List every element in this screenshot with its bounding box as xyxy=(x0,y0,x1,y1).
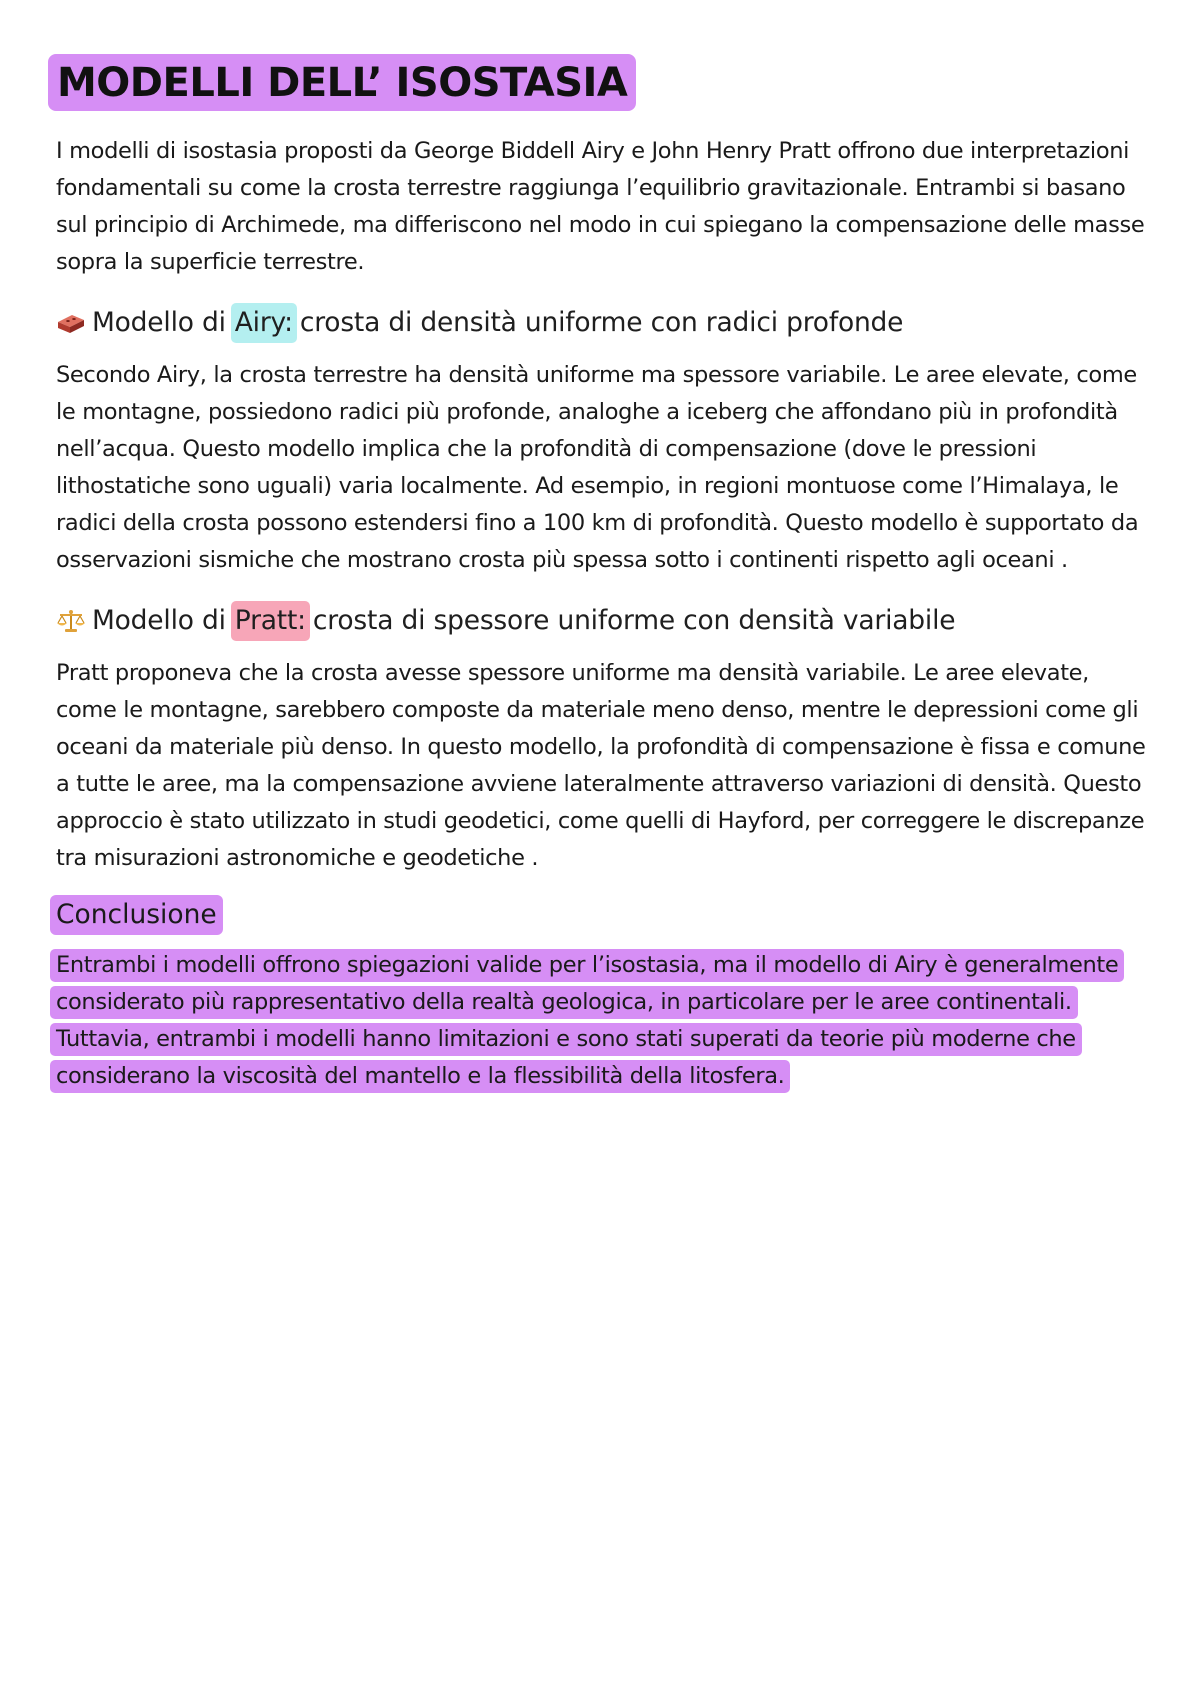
brick-icon xyxy=(56,311,86,335)
pratt-highlight: Pratt: xyxy=(231,601,310,641)
conclusion-line: Entrambi i modelli offrono spiegazioni valide per l’isostasia, ma il modello di Airy è generalmente xyxy=(50,949,1124,982)
airy-heading-rest: crosta di densità uniforme con radici profonde xyxy=(299,307,904,338)
airy-paragraph: Secondo Airy, la crosta terrestre ha densità uniforme ma spessore variabile. Le aree elevate, come le montagne, possiedono radici più profonde, analoghe a iceberg che affondano più in profondità nell’acqua. Questo modello implica che la profondità di compensazione (dove le pressioni lithostatiche sono uguali) varia localmente. Ad esempio, in regioni montuose come l’Himalaya, le radici della crosta possono estendersi fino a 100 km di profondità. Questo modello è supportato da osservazioni sismiche che mostrano crosta più spessa sotto i continenti rispetto agli oceani . xyxy=(56,362,1139,573)
conclusion-line: Tuttavia, entrambi i modelli hanno limitazioni e sono stati superati da teorie più moderne che xyxy=(50,1023,1082,1056)
intro-paragraph: I modelli di isostasia proposti da George Biddell Airy e John Henry Pratt offrono due interpretazioni fondamentali su come la crosta terrestre raggiunga l’equilibrio gravitazionale. Entrambi si basano sul principio di Archimede, ma differiscono nel modo in cui spiegano la compensazione delle masse sopra la superficie terrestre. xyxy=(56,138,1145,275)
balance-scale-icon xyxy=(56,608,86,634)
conclusion-line: considerato più rappresentativo della realtà geologica, in particolare per le aree continentali. xyxy=(50,986,1078,1019)
conclusion-line: considerano la viscosità del mantello e la flessibilità della litosfera. xyxy=(50,1060,790,1093)
section-heading-pratt xyxy=(56,601,1156,641)
conclusion-heading xyxy=(50,895,1156,935)
title-wrap xyxy=(48,54,1156,111)
pratt-heading-lead: Modello di xyxy=(92,605,226,636)
conclusion-block xyxy=(50,949,1156,1097)
airy-highlight: Airy: xyxy=(231,303,297,343)
section-heading-airy xyxy=(56,303,1156,343)
airy-heading-lead: Modello di xyxy=(92,307,226,338)
pratt-paragraph: Pratt proponeva che la crosta avesse spessore uniforme ma densità variabile. Le aree elevate, come le montagne, sarebbero composte da materiale meno denso, mentre le depressioni come gli oceani da materiale più denso. In questo modello, la profondità di compensazione è fissa e comune a tutte le aree, ma la compensazione avviene lateralmente attraverso variazioni di densità. Questo approccio è stato utilizzato in studi geodetici, come quelli di Hayford, per correggere le discrepanze tra misurazioni astronomiche e geodetiche . xyxy=(56,660,1146,871)
pratt-heading-rest: crosta di spessore uniforme con densità variabile xyxy=(312,605,956,636)
page-title: MODELLI DELL’ ISOSTASIA xyxy=(48,54,636,111)
conclusion-heading-text: Conclusione xyxy=(50,895,223,935)
document-page xyxy=(56,54,1156,1097)
